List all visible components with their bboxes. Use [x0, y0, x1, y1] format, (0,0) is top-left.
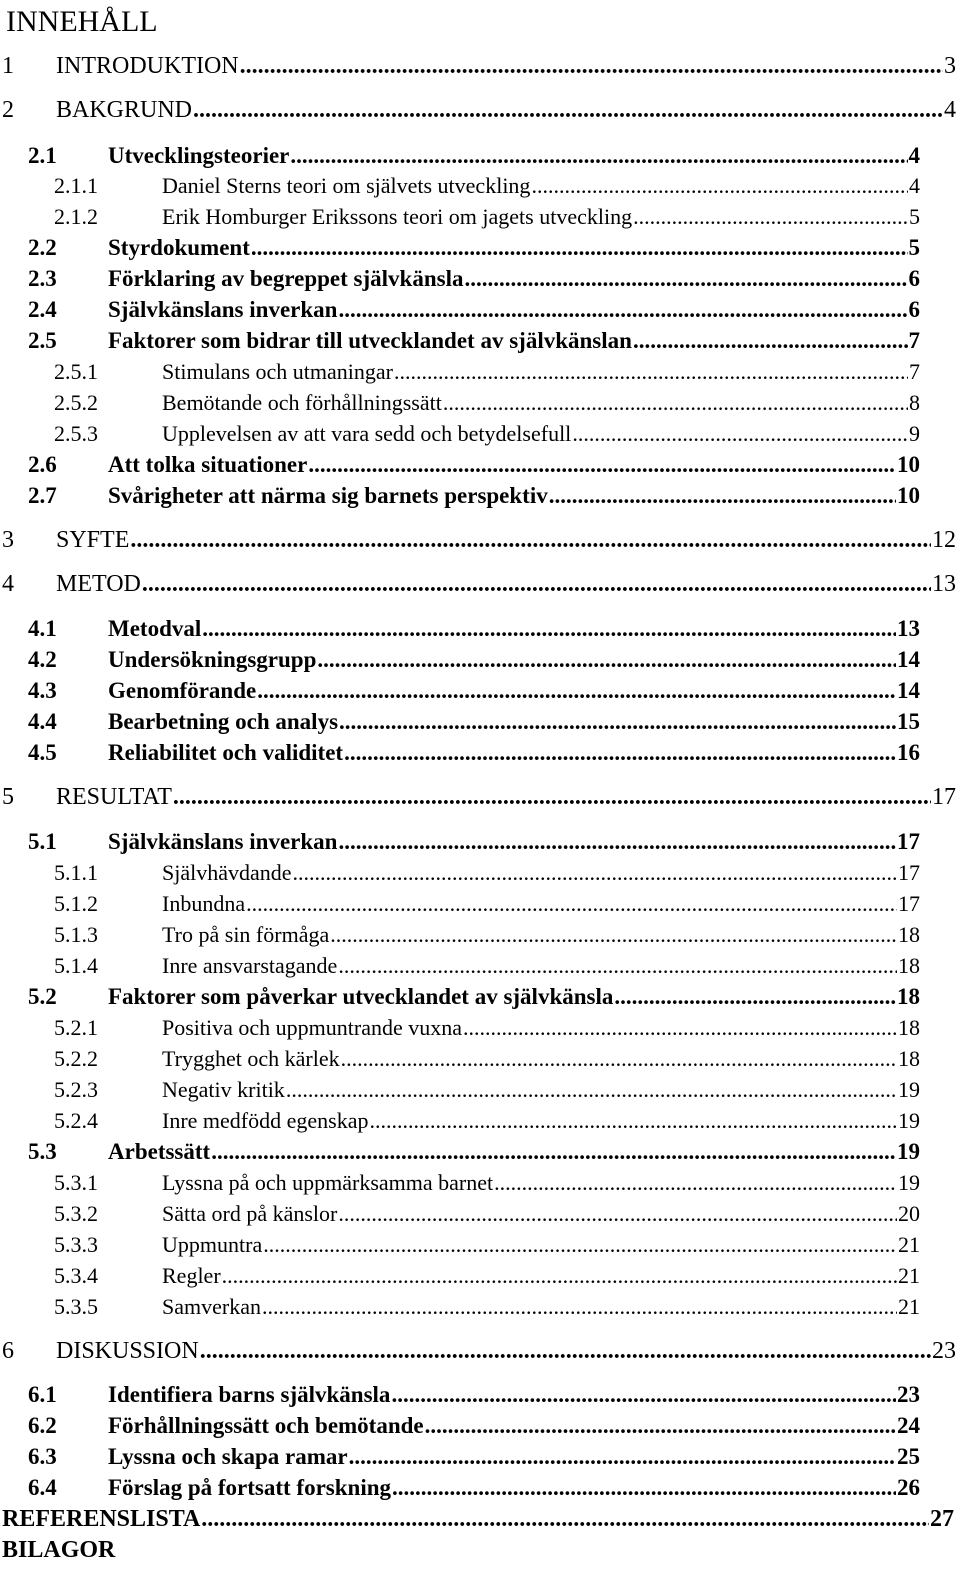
toc-entry-page: 3 — [944, 53, 956, 79]
toc-entry[interactable] — [28, 483, 920, 515]
toc-entry-number: 4.1 — [28, 616, 57, 641]
toc-entry-label: Trygghet och kärlek — [162, 1046, 340, 1071]
toc-entry-label: Daniel Sterns teori om självets utveckling — [162, 173, 531, 198]
toc-entry[interactable] — [28, 235, 920, 267]
dot-leader — [262, 1294, 897, 1320]
dot-leader — [341, 1046, 897, 1072]
toc-entry[interactable] — [28, 740, 920, 772]
toc-entry-number: 4.2 — [28, 647, 57, 672]
toc-entry-page: 24 — [897, 1413, 920, 1438]
dot-leader — [549, 483, 896, 509]
toc-entry-page: 23 — [897, 1382, 920, 1407]
toc-entry-number: 5.3.1 — [54, 1170, 98, 1195]
toc-entry-page: 25 — [897, 1444, 920, 1469]
dot-leader — [201, 1506, 929, 1533]
toc-entry-page: 19 — [897, 1139, 920, 1164]
toc-entry-label: Uppmuntra — [162, 1232, 263, 1257]
toc-entry[interactable] — [28, 1444, 920, 1476]
toc-entry[interactable] — [28, 709, 920, 741]
dot-leader — [338, 953, 897, 979]
toc-entry-number: 4.5 — [28, 740, 57, 765]
dot-leader — [425, 1413, 896, 1439]
toc-entry-page: 12 — [932, 527, 956, 553]
dot-leader — [202, 616, 896, 642]
toc-entry[interactable] — [54, 359, 920, 391]
toc-entry[interactable] — [54, 1015, 920, 1047]
toc-entry-number: 6 — [2, 1338, 14, 1364]
toc-entry-number: 5 — [2, 784, 14, 810]
toc-entry-label: SYFTE — [56, 527, 130, 553]
toc-entry-number: 2.5.2 — [54, 390, 98, 415]
toc-entry-label: Erik Homburger Erikssons teori om jagets utveckling — [162, 204, 633, 229]
dot-leader — [222, 1263, 897, 1289]
toc-entry[interactable] — [28, 452, 920, 484]
toc-entry-label: RESULTAT — [56, 784, 172, 810]
toc-entry-page: 5 — [909, 204, 920, 229]
toc-entry-number: 4.3 — [28, 678, 57, 703]
toc-entry-label: Genomförande — [108, 678, 257, 703]
toc-entry-label: Lyssna på och uppmärksamma barnet — [162, 1170, 494, 1195]
toc-entry[interactable] — [2, 571, 956, 605]
toc-entry-number: 5.2 — [28, 984, 57, 1009]
toc-entry-page: 18 — [898, 922, 920, 947]
toc-entry-label: Regler — [162, 1263, 221, 1288]
dot-leader — [392, 1475, 896, 1501]
toc-entry-page: 27 — [930, 1506, 954, 1532]
toc-entry-number: 5.1 — [28, 829, 57, 854]
toc-entry-page: 18 — [898, 1015, 920, 1040]
dot-leader — [391, 1382, 896, 1408]
toc-entry[interactable] — [54, 421, 920, 453]
dot-leader — [173, 784, 931, 811]
toc-entry-page: 4 — [908, 143, 920, 168]
toc-entry[interactable] — [54, 1263, 920, 1295]
toc-entry-page: 9 — [909, 421, 920, 446]
toc-entry[interactable] — [54, 860, 920, 892]
toc-entry-number: 2.2 — [28, 235, 57, 260]
dot-leader — [263, 1232, 897, 1258]
toc-entry-page: 8 — [909, 390, 920, 415]
toc-entry[interactable] — [54, 390, 920, 422]
toc-entry-label: Självkänslans inverkan — [108, 829, 338, 854]
dot-leader — [464, 266, 907, 292]
toc-entry[interactable] — [28, 1139, 920, 1171]
toc-entry[interactable] — [2, 1338, 956, 1372]
toc-entry[interactable] — [54, 1046, 920, 1078]
toc-entry-label: Inre medfödd egenskap — [162, 1108, 369, 1133]
toc-entry-number: 1 — [2, 53, 14, 79]
toc-entry-label: Bearbetning och analys — [108, 709, 339, 734]
toc-entry[interactable] — [54, 1108, 920, 1140]
toc-entry-label: Tro på sin förmåga — [162, 922, 330, 947]
toc-entry-page: 13 — [897, 616, 920, 641]
dot-leader — [349, 1444, 896, 1470]
toc-entry-page: 13 — [932, 571, 956, 597]
toc-entry[interactable] — [28, 1475, 920, 1507]
dot-leader — [211, 1139, 896, 1165]
toc-entry-page: 19 — [898, 1170, 920, 1195]
toc-entry[interactable] — [54, 891, 920, 923]
toc-entry-label: Identifiera barns självkänsla — [108, 1382, 391, 1407]
toc-entry[interactable] — [28, 266, 920, 298]
toc-entry[interactable] — [28, 829, 920, 861]
toc-entry[interactable] — [2, 527, 956, 561]
toc-entry-label: Sätta ord på känslor — [162, 1201, 338, 1226]
toc-entry-page: 19 — [898, 1108, 920, 1133]
toc-entry-page: 26 — [897, 1475, 920, 1500]
toc-entry-label: Förslag på fortsatt forskning — [108, 1475, 392, 1500]
toc-entry-page: 6 — [908, 297, 920, 322]
toc-entry-label: Självkänslans inverkan — [108, 297, 338, 322]
toc-entry-label: Metodval — [108, 616, 202, 641]
toc-entry-page: 18 — [897, 984, 920, 1009]
toc-entry[interactable] — [28, 143, 920, 175]
toc-entry-number: 5.3.3 — [54, 1232, 98, 1257]
toc-entry[interactable] — [2, 1506, 954, 1540]
toc-entry-number: 4.4 — [28, 709, 57, 734]
dot-leader — [394, 359, 908, 385]
toc-entry-number: 5.3.2 — [54, 1201, 98, 1226]
toc-entry-number: 3 — [2, 527, 14, 553]
toc-entry-label: Faktorer som påverkar utvecklandet av självkänsla — [108, 984, 614, 1009]
toc-entry-label: Förklaring av begreppet självkänsla — [108, 266, 464, 291]
toc-entry-number: 2.3 — [28, 266, 57, 291]
toc-entry[interactable] — [54, 922, 920, 954]
toc-entry-number: 5.3 — [28, 1139, 57, 1164]
toc-entry-number: 2.1.2 — [54, 204, 98, 229]
toc-entry-page: 17 — [932, 784, 956, 810]
toc-entry-page: 5 — [908, 235, 920, 260]
toc-entry-number: 2.5 — [28, 328, 57, 353]
toc-entry[interactable] — [28, 1382, 920, 1414]
toc-entry[interactable] — [54, 1077, 920, 1109]
toc-entry-number: 5.1.1 — [54, 860, 98, 885]
toc-entry-label: Undersökningsgrupp — [108, 647, 317, 672]
toc-entry[interactable] — [54, 1170, 920, 1202]
toc-entry-number: 2 — [2, 97, 14, 123]
toc-entry[interactable] — [28, 328, 920, 360]
toc-entry-label: BILAGOR — [2, 1537, 116, 1563]
toc-entry-number: 2.7 — [28, 483, 57, 508]
toc-entry-label: Upplevelsen av att vara sedd och betydelsefull — [162, 421, 572, 446]
dot-leader — [193, 97, 943, 124]
dot-leader — [339, 709, 896, 735]
toc-entry-page: 16 — [897, 740, 920, 765]
toc-entry-label: Negativ kritik — [162, 1077, 285, 1102]
toc-entry-page: 7 — [909, 359, 920, 384]
dot-leader — [308, 452, 896, 478]
toc-entry-number: 5.2.1 — [54, 1015, 98, 1040]
toc-entry-number: 4 — [2, 571, 14, 597]
toc-entry-page: 20 — [898, 1201, 920, 1226]
toc-entry[interactable] — [28, 616, 920, 648]
toc-entry-page: 14 — [897, 678, 920, 703]
toc-entry-number: 5.2.2 — [54, 1046, 98, 1071]
toc-entry-number: 2.5.1 — [54, 359, 98, 384]
toc-entry-page: 6 — [908, 266, 920, 291]
toc-entry-label: Positiva och uppmuntrande vuxna — [162, 1015, 463, 1040]
toc-entry[interactable] — [54, 1232, 920, 1264]
dot-leader — [338, 829, 896, 855]
toc-entry-label: METOD — [56, 571, 141, 597]
toc-entry-label: REFERENSLISTA — [2, 1506, 201, 1532]
toc-entry-page: 4 — [909, 173, 920, 198]
toc-entry[interactable] — [28, 984, 920, 1016]
toc-entry-number: 2.4 — [28, 297, 57, 322]
toc-entry-page: 15 — [897, 709, 920, 734]
toc-entry-label: Svårigheter att närma sig barnets perspektiv — [108, 483, 548, 508]
toc-entry-label: Samverkan — [162, 1294, 261, 1319]
dot-leader — [142, 571, 931, 598]
toc-entry-label: Utvecklingsteorier — [108, 143, 290, 168]
toc-entry[interactable] — [54, 173, 920, 205]
dot-leader — [338, 1201, 897, 1227]
toc-entry-label: Lyssna och skapa ramar — [108, 1444, 348, 1469]
dot-leader — [443, 390, 908, 416]
toc-entry[interactable] — [2, 1537, 954, 1571]
dot-leader — [614, 984, 896, 1010]
dot-leader — [633, 204, 908, 230]
dot-leader — [286, 1077, 897, 1103]
toc-entry-number: 6.1 — [28, 1382, 57, 1407]
dot-leader — [633, 328, 908, 354]
toc-entry-label: Inre ansvarstagande — [162, 953, 338, 978]
toc-entry-page: 14 — [897, 647, 920, 672]
toc-entry[interactable] — [28, 647, 920, 679]
toc-entry[interactable] — [54, 1294, 920, 1326]
toc-entry[interactable] — [54, 1201, 920, 1233]
toc-entry-label: BAKGRUND — [56, 97, 193, 123]
toc-entry-number: 5.2.3 — [54, 1077, 98, 1102]
toc-entry[interactable] — [28, 678, 920, 710]
toc-entry-label: DISKUSSION — [56, 1338, 199, 1364]
toc-entry-page: 18 — [898, 1046, 920, 1071]
toc-entry-page: 17 — [898, 860, 920, 885]
toc-entry-page: 23 — [932, 1338, 956, 1364]
toc-entry-label: Inbundna — [162, 891, 246, 916]
toc-entry-page: 21 — [898, 1232, 920, 1257]
toc-entry-number: 5.1.4 — [54, 953, 98, 978]
toc-entry-label: Förhållningssätt och bemötande — [108, 1413, 424, 1438]
toc-entry[interactable] — [2, 784, 956, 818]
toc-entry-page: 21 — [898, 1263, 920, 1288]
toc-title: INNEHÅLL — [6, 5, 158, 38]
toc-entry-number: 5.1.3 — [54, 922, 98, 947]
dot-leader — [130, 527, 931, 554]
toc-entry-number: 5.2.4 — [54, 1108, 98, 1133]
toc-entry-label: Faktorer som bidrar till utvecklandet av självkänslan — [108, 328, 632, 353]
toc-entry-number: 6.2 — [28, 1413, 57, 1438]
toc-entry[interactable] — [28, 297, 920, 329]
toc-entry-page: 21 — [898, 1294, 920, 1319]
toc-entry-number: 5.3.4 — [54, 1263, 98, 1288]
dot-leader — [293, 860, 897, 886]
toc-entry-page: 4 — [944, 97, 956, 123]
toc-entry[interactable] — [54, 953, 920, 985]
toc-entry-page: 17 — [897, 829, 920, 854]
dot-leader — [463, 1015, 897, 1041]
dot-leader — [330, 922, 897, 948]
toc-entry-page: 18 — [898, 953, 920, 978]
dot-leader — [338, 297, 907, 323]
toc-entry-number: 2.6 — [28, 452, 57, 477]
toc-entry-label: Självhävdande — [162, 860, 292, 885]
toc-entry-label: Bemötande och förhållningssätt — [162, 390, 442, 415]
toc-entry[interactable] — [2, 97, 956, 131]
toc-entry[interactable] — [28, 1413, 920, 1445]
dot-leader — [572, 421, 908, 447]
toc-entry-number: 2.1 — [28, 143, 57, 168]
dot-leader — [251, 235, 908, 261]
toc-entry-label: Stimulans och utmaningar — [162, 359, 393, 384]
toc-entry-number: 5.1.2 — [54, 891, 98, 916]
toc-entry-page: 10 — [897, 452, 920, 477]
toc-entry-page: 10 — [897, 483, 920, 508]
toc-entry-label: Reliabilitet och validitet — [108, 740, 344, 765]
toc-entry-label: INTRODUKTION — [56, 53, 239, 79]
dot-leader — [317, 647, 896, 673]
dot-leader — [200, 1338, 931, 1365]
toc-entry-number: 2.1.1 — [54, 173, 98, 198]
toc-entry-page: 19 — [898, 1077, 920, 1102]
toc-entry-label: Arbetssätt — [108, 1139, 211, 1164]
toc-entry-page: 17 — [898, 891, 920, 916]
toc-entry-label: Att tolka situationer — [108, 452, 308, 477]
toc-entry-number: 6.4 — [28, 1475, 57, 1500]
toc-entry[interactable] — [54, 204, 920, 236]
toc-entry-number: 2.5.3 — [54, 421, 98, 446]
dot-leader — [369, 1108, 897, 1134]
toc-entry-number: 5.3.5 — [54, 1294, 98, 1319]
dot-leader — [246, 891, 897, 917]
dot-leader — [240, 53, 943, 80]
toc-entry[interactable] — [2, 53, 956, 87]
toc-entry-page: 7 — [908, 328, 920, 353]
toc-entry-label: Styrdokument — [108, 235, 250, 260]
toc-entry-number: 6.3 — [28, 1444, 57, 1469]
dot-leader — [290, 143, 907, 169]
dot-leader — [344, 740, 896, 766]
dot-leader — [494, 1170, 897, 1196]
dot-leader — [531, 173, 908, 199]
dot-leader — [257, 678, 896, 704]
